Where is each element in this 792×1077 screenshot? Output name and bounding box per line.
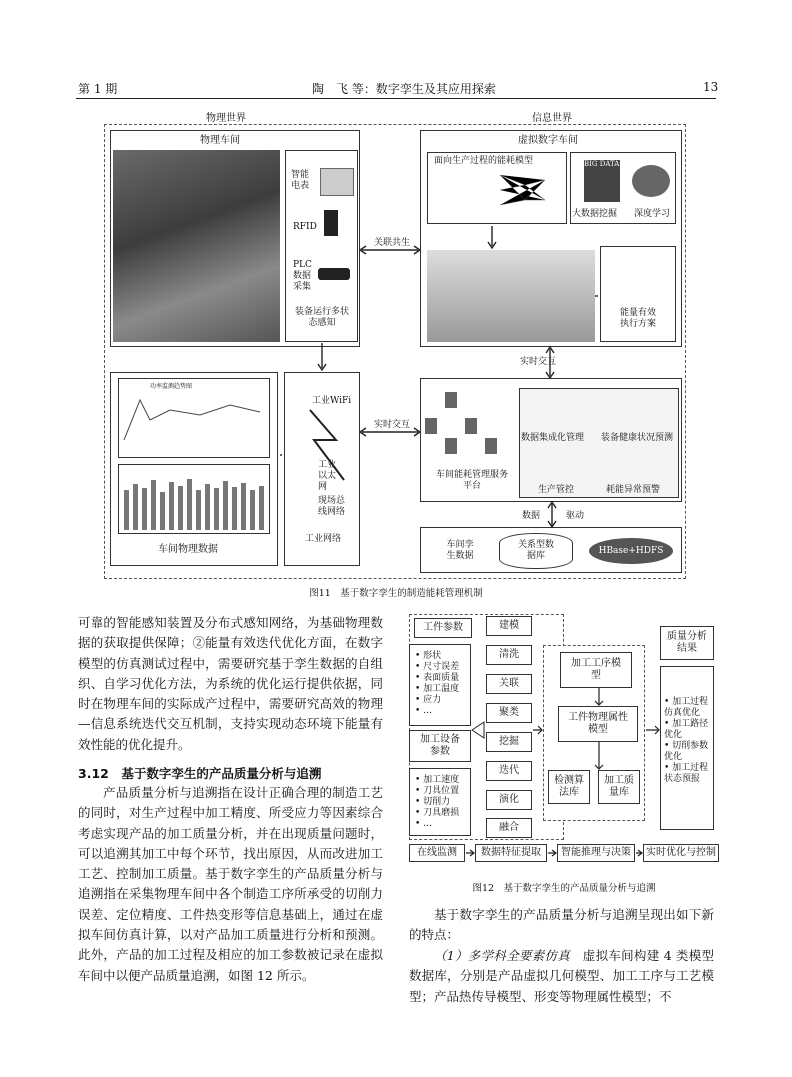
- equip-param-item: • 切削力: [415, 797, 470, 808]
- data-label: 数据: [522, 511, 541, 521]
- equip-param-item: • 刀具位置: [415, 786, 470, 797]
- fieldbus-label: 现场总线网络: [318, 496, 346, 517]
- smart-meter-label: 智能电表: [291, 170, 310, 191]
- energy-alarm-label: 耗能异常预警: [606, 485, 661, 495]
- right-paragraph-2: [409, 946, 714, 1007]
- equip-params-label: 加工设备参数: [420, 734, 460, 757]
- work-param-item: • 表面质量: [415, 673, 470, 684]
- work-param-item: • …: [415, 706, 470, 717]
- work-params-label: 工件参数: [423, 622, 463, 633]
- algo-lib-label: 检测算法库: [554, 775, 584, 798]
- chart-title: 功率监测趋势图: [150, 383, 193, 390]
- energy-plan-label: 能量有效执行方案: [619, 308, 656, 329]
- industrial-wifi-label: 工业WiFi: [312, 396, 352, 406]
- issue-number: 第 1 期: [78, 82, 118, 96]
- left-p1-text: 可靠的智能感知装置及分布式感知网络，为基础物理数据的获取提供保障；②能量有效迭代优化方面，在数字模型的仿真测试过程中，需要研究基于孪生数据的自组织、自学习优化方法，为系统的优化运行提供依据，同时在物理车间的实际成产过程中，需要研究高效的物理—信息系统迭代交互机制，支持实现动态环境下能量有效性能的优化提升。: [78, 615, 383, 752]
- equip-param-item: • …: [415, 819, 470, 830]
- result-item: • 切削参数优化: [664, 741, 713, 763]
- step-label: 挖掘: [499, 736, 519, 747]
- flow-step-label: 在线监测: [417, 847, 457, 858]
- page-number: 13: [703, 80, 719, 94]
- hbase-label: HBase+HDFS: [598, 545, 664, 556]
- physical-workshop-label: 物理车间: [200, 135, 240, 146]
- work-param-item: • 形状: [415, 651, 470, 662]
- rfid-label: RFID: [293, 222, 317, 232]
- relational-db-label: 关系型数据库: [517, 540, 554, 561]
- energy-platform-label: 车间能耗管理服务平台: [435, 470, 508, 491]
- step-label: 演化: [499, 794, 519, 805]
- physical-world-label: 物理世界: [206, 113, 246, 124]
- step-label: 迭代: [499, 765, 519, 776]
- right-p1-text: 基于数字孪生的产品质量分析与追溯呈现出如下新的特点：: [409, 907, 714, 943]
- twin-data-label: 车间孪生数据: [446, 540, 474, 561]
- right-paragraph-1: [409, 905, 714, 946]
- industrial-ethernet-label: 工业以太网: [318, 460, 337, 492]
- association-label: 关联共生: [374, 238, 411, 248]
- info-world-label: 信息世界: [532, 113, 572, 124]
- running-title: 陶 飞 等：数字孪生及其应用探索: [312, 82, 496, 96]
- virtual-workshop-label: 虚拟数字车间: [518, 135, 578, 146]
- plc-label: PLC数据采集: [293, 260, 312, 292]
- figure-12-caption: 图12 基于数字孪生的产品质量分析与追溯: [472, 883, 656, 894]
- workshop-data-label: 车间物理数据: [158, 544, 218, 555]
- result-item: • 加工路径优化: [664, 719, 713, 741]
- work-param-item: • 加工温度: [415, 684, 470, 695]
- result-item: • 加工过程状态预报: [664, 763, 713, 785]
- right-p2-lead: （1）多学科全要素仿真: [434, 948, 571, 963]
- step-label: 融合: [499, 822, 519, 833]
- quality-lib-label: 加工质量库: [604, 775, 634, 798]
- physics-model-label: 工件物理属性模型: [568, 712, 628, 735]
- deep-learning-label: 深度学习: [634, 209, 671, 219]
- data-integration-label: 数据集成化管理: [521, 433, 585, 443]
- equip-param-item: • 刀具磨损: [415, 808, 470, 819]
- process-model-label: 加工工序模型: [571, 658, 621, 681]
- big-data-text: BIG DATA: [584, 160, 620, 168]
- flow-step-label: 数据特征提取: [481, 847, 541, 858]
- figure-11-caption: 图11 基于数字孪生的制造能耗管理机制: [309, 588, 483, 599]
- right-p2-text: [409, 946, 714, 1007]
- left-p2-text: 产品质量分析与追溯指在设计正确合理的制造工艺的同时，对生产过程中加工精度、所受应力等因素综合考虑实现产品的加工质量分析，并在出现质量问题时，可以追溯其加工中每个环节，找出原因，从而改进加工工艺、控制加工质量。基于数字孪生的产品质量分析与追溯指在采集物理车间中各个制造工序所承受的切削力误差、定位精度、工件热变形等信息基础上，通过在虚拟车间仿真计算，以对产品加工质量进行分析和预测。此外，产品的加工过程及相应的加工参数被记录在虚拟车间中以便产品质量追溯，如图 12 所示。: [78, 785, 383, 983]
- step-label: 清洗: [499, 649, 519, 660]
- equip-sensing-label: 装备运行多状态感知: [294, 307, 349, 328]
- energy-model-label: 面向生产过程的能耗模型: [434, 156, 534, 166]
- result-item: • 加工过程仿真优化: [664, 697, 713, 719]
- step-label: 建模: [499, 620, 519, 631]
- work-param-item: • 尺寸误差: [415, 662, 470, 673]
- equip-health-label: 装备健康状况预测: [601, 433, 674, 443]
- production-ctrl-label: 生产管控: [538, 485, 575, 495]
- step-label: 聚类: [499, 707, 519, 718]
- step-label: 关联: [499, 678, 519, 689]
- drive-label: 驱动: [566, 511, 585, 521]
- section-3-12-heading: 3.12 基于数字孪生的产品质量分析与追溯: [78, 766, 322, 781]
- realtime-label-1: 实时交互: [374, 420, 411, 430]
- bigdata-mining-label: 大数据挖掘: [572, 209, 618, 219]
- flow-step-label: 实时优化与控制: [646, 847, 716, 858]
- flow-step-label: 智能推理与决策: [561, 847, 631, 858]
- equip-param-item: • 加工速度: [415, 775, 470, 786]
- right-p2-body: 虚拟车间构建 4 类模型数据库，分别是产品虚拟几何模型、加工工序与工艺模型；产品热传导模型、形变等物理属性模型；不: [409, 948, 714, 1004]
- industrial-network-label: 工业网络: [305, 534, 342, 544]
- result-title-label: 质量分析结果: [667, 631, 707, 654]
- work-param-item: • 应力: [415, 695, 470, 706]
- realtime-label-2: 实时交互: [520, 357, 557, 367]
